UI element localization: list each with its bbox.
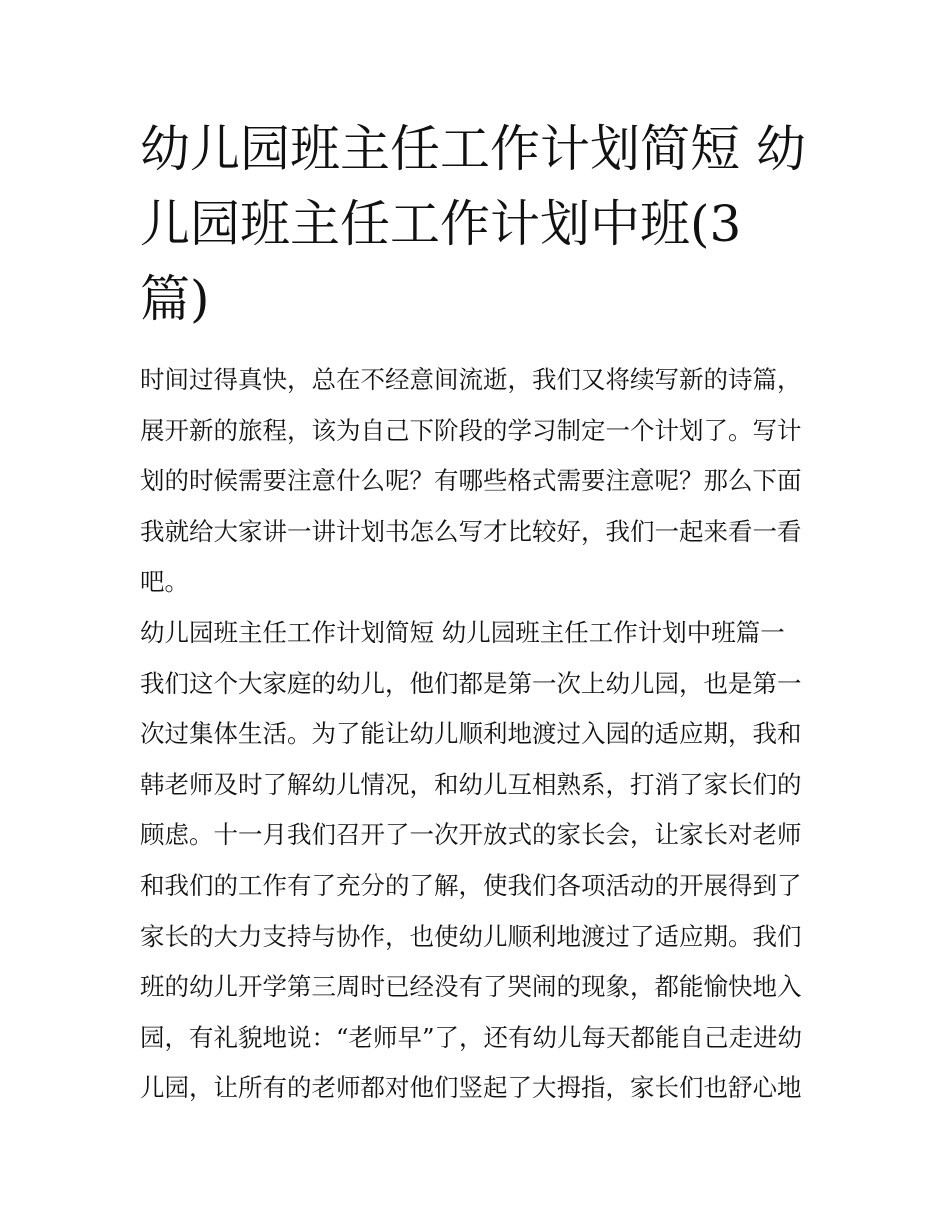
body-line: 韩老师及时了解幼儿情况，和幼儿互相熟系，打消了家长们的: [140, 769, 802, 799]
body-line: 次过集体生活。为了能让幼儿顺利地渡过入园的适应期，我和: [140, 719, 802, 749]
body-line: 我们这个大家庭的幼儿，他们都是第一次上幼儿园，也是第一: [140, 668, 802, 698]
body-line: 班的幼儿开学第三周时已经没有了哭闹的现象，都能愉快地入: [140, 972, 802, 1002]
body-line: 家长的大力支持与协作，也使幼儿顺利地渡过了适应期。我们: [140, 921, 802, 951]
title-line: 幼儿园班主任工作计划简短 幼: [140, 120, 806, 178]
body-line: 和我们的工作有了充分的了解，使我们各项活动的开展得到了: [140, 870, 802, 900]
body-line: 儿园，让所有的老师都对他们竖起了大拇指，家长们也舒心地: [140, 1073, 802, 1103]
body-line: 展开新的旅程，该为自己下阶段的学习制定一个计划了。写计: [140, 415, 802, 445]
body-line: 时间过得真快，总在不经意间流逝，我们又将续写新的诗篇，: [140, 365, 802, 394]
title-line: 儿园班主任工作计划中班(3: [140, 195, 742, 253]
document-body: [140, 355, 820, 1114]
section-heading: 幼儿园班主任工作计划简短 幼儿园班主任工作计划中班篇一: [140, 617, 785, 647]
body-line: 我就给大家讲一讲计划书怎么写才比较好，我们一起来看一看: [140, 516, 802, 546]
body-line: 吧。: [140, 567, 189, 597]
body-line: 顾虑。十一月我们召开了一次开放式的家长会，让家长对老师: [140, 820, 802, 850]
body-line: 园，有礼貌地说：“老师早”了，还有幼儿每天都能自己走进幼: [140, 1022, 803, 1052]
document-title: [140, 112, 820, 337]
title-line: 篇): [140, 270, 210, 328]
body-line: 划的时候需要注意什么呢？有哪些格式需要注意呢？那么下面: [140, 466, 802, 496]
